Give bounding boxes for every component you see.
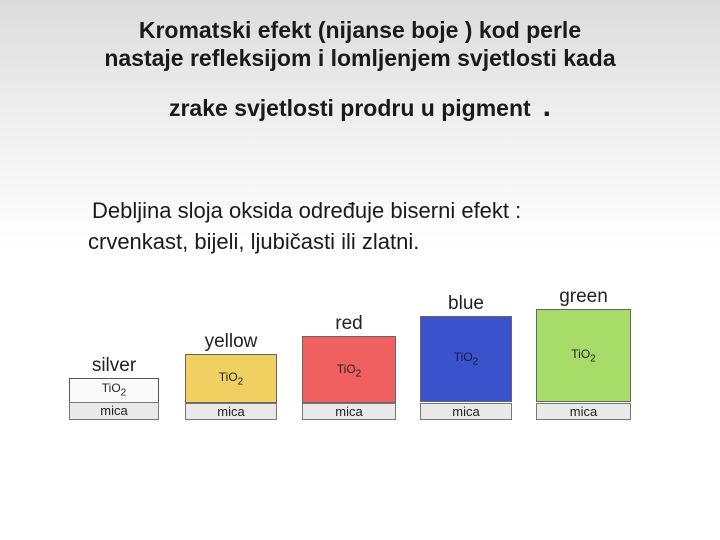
oxide-label: TiO$_2$ <box>453 350 479 368</box>
title-line-3: zrake svjetlosti prodru u pigment <box>168 95 531 121</box>
title-line-1: Kromatski efekt (nijanse boje ) kod perle <box>138 17 582 43</box>
pigment-blue <box>420 293 512 420</box>
mica-layer: mica <box>185 403 277 420</box>
title-period: . <box>542 90 552 123</box>
oxide-label: TiO$_2$ <box>101 381 127 399</box>
mica-layer: mica <box>302 403 396 420</box>
mica-layer: mica <box>69 402 159 420</box>
oxide-label: TiO$_2$ <box>218 370 244 388</box>
pigment-green <box>536 286 631 420</box>
body-line-1: Debljina sloja oksida određuje biserni efekt : <box>92 198 522 223</box>
pigment-label: green <box>559 286 608 307</box>
body-line-2: crvenkast, bijeli, ljubičasti ili zlatni. <box>88 229 420 254</box>
pigment-label: red <box>335 313 363 334</box>
pigment-label: silver <box>91 355 137 376</box>
mica-layer: mica <box>420 403 512 420</box>
pigment-label: yellow <box>204 331 258 352</box>
slide-title <box>30 16 690 122</box>
pigment-silver <box>69 355 159 420</box>
oxide-label: TiO$_2$ <box>336 362 362 380</box>
title-line-2: nastaje refleksijom i lomljenjem svjetlosti kada <box>104 45 616 71</box>
oxide-label: TiO$_2$ <box>571 347 596 365</box>
body-paragraph <box>88 195 652 257</box>
pigment-label: blue <box>448 293 484 314</box>
mica-layer: mica <box>536 403 631 420</box>
pigment-yellow <box>185 331 277 420</box>
pigment-red <box>302 313 396 420</box>
